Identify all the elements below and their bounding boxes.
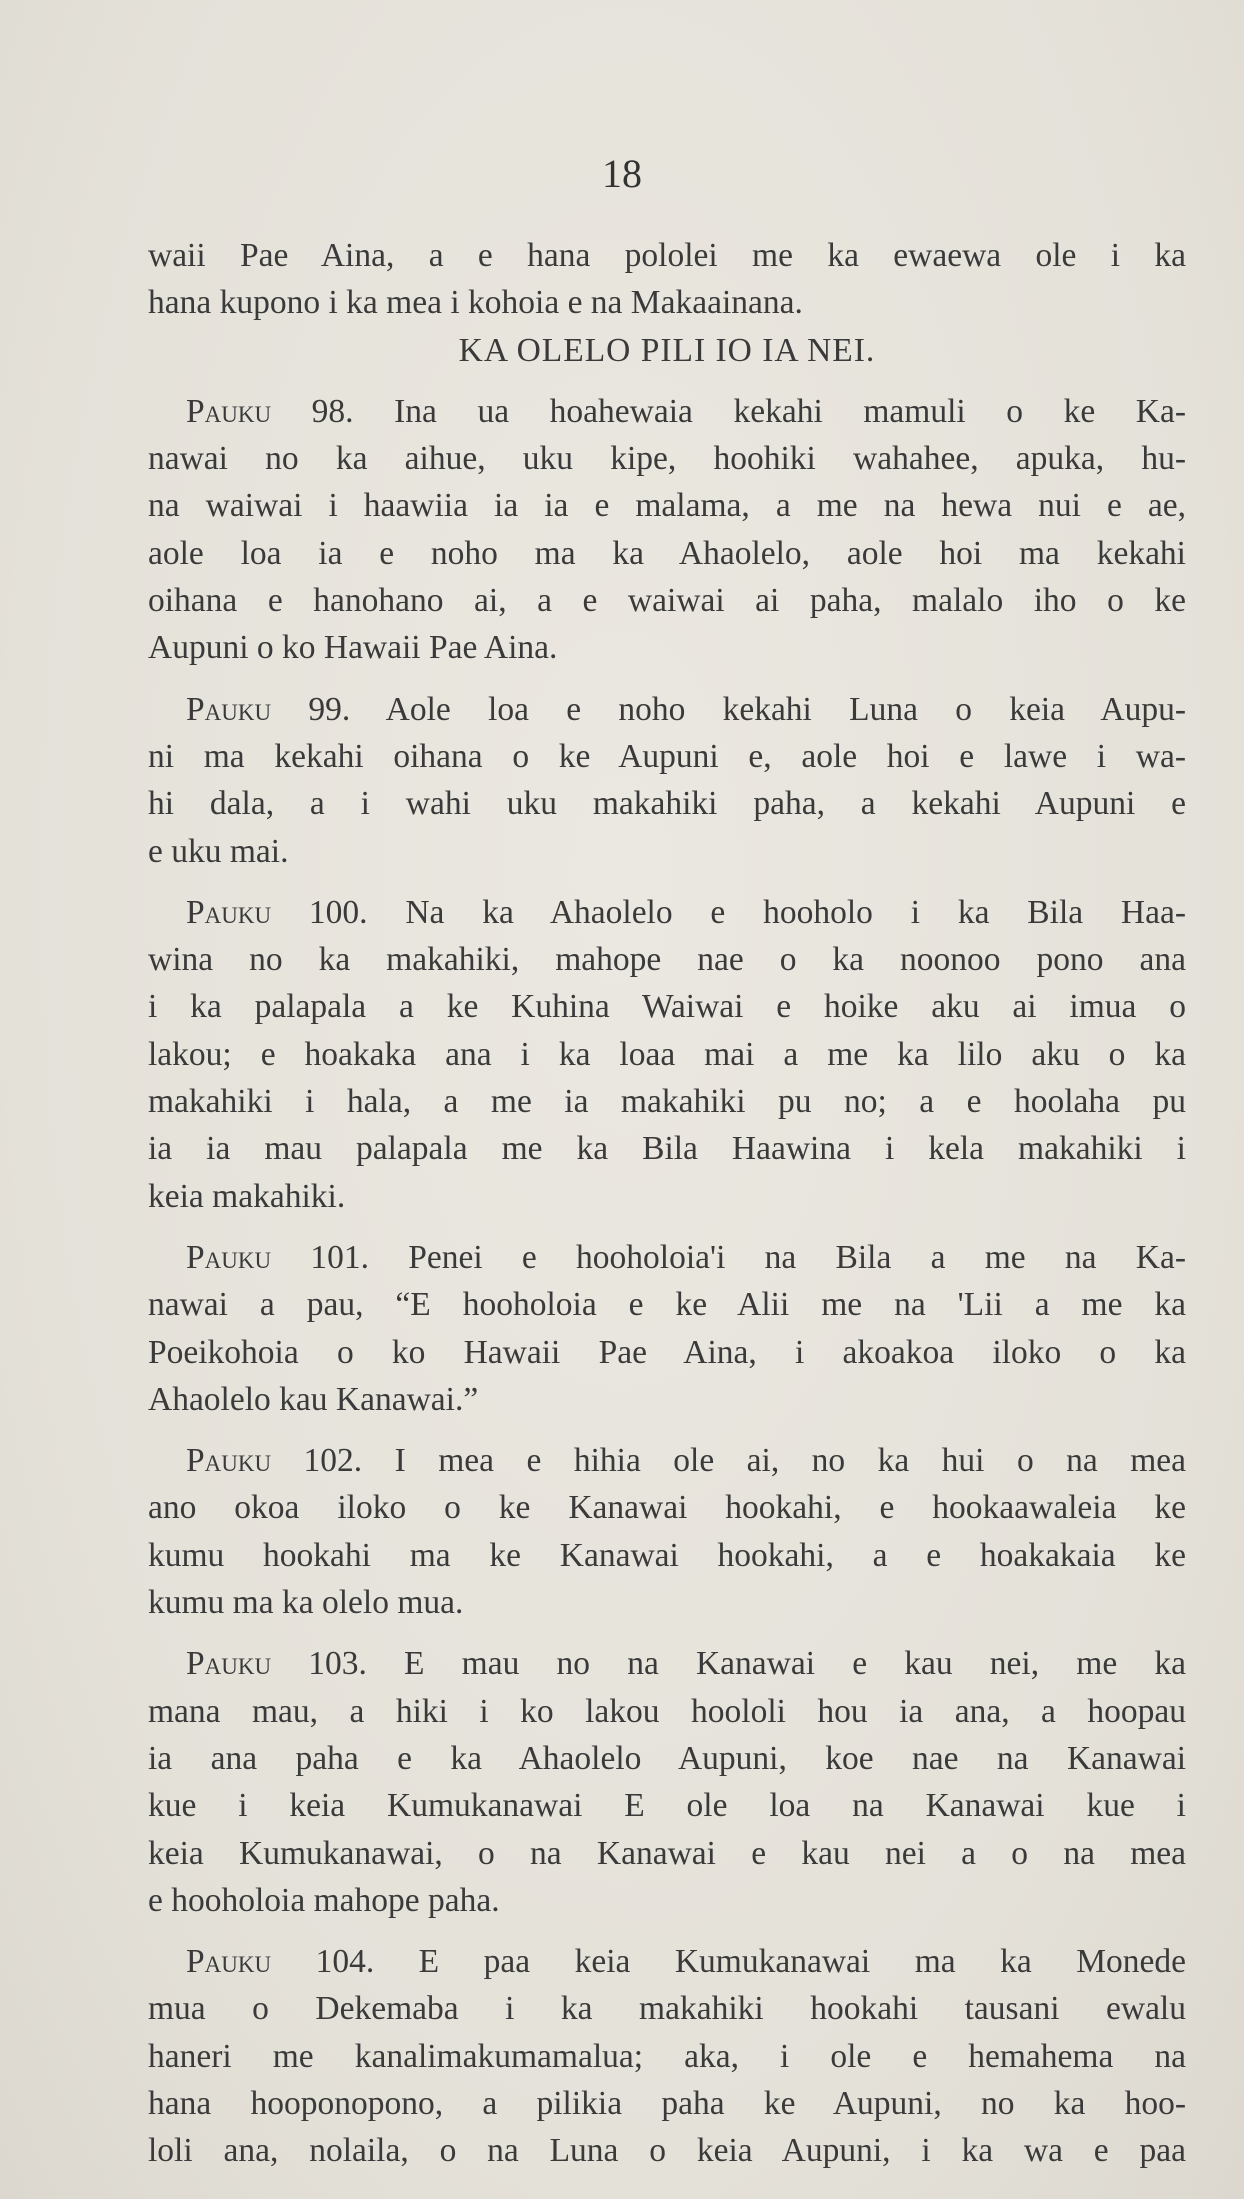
text-line — [148, 1735, 1186, 1782]
text-line — [148, 1437, 1186, 1484]
line-text: Ahaolelo kau Kanawai.” — [148, 1380, 479, 1418]
article-number: 100. — [308, 893, 368, 931]
article-number: 99. — [308, 690, 351, 728]
text-line — [148, 388, 1186, 435]
article-label: Pauku — [186, 690, 272, 728]
text-line — [148, 2080, 1186, 2127]
text-line — [148, 2127, 1186, 2174]
article-paragraph — [148, 1924, 1186, 2174]
paragraph-spacer — [148, 1626, 1186, 1640]
text-line — [148, 530, 1186, 577]
article-label: Pauku — [186, 1238, 272, 1276]
text-line — [148, 686, 1186, 733]
line-text: E mau no na Kanawai e kau nei, me ka — [404, 1645, 1186, 1683]
text-line — [148, 1985, 1186, 2032]
text-line — [148, 1579, 1186, 1626]
text-line — [148, 1125, 1186, 1172]
article-label: Pauku — [186, 1645, 272, 1683]
heading-text: KA OLELO PILI IO IA NEI. — [458, 331, 876, 369]
section-heading — [148, 327, 1186, 374]
text-line — [148, 1031, 1186, 1078]
article-label: Pauku — [186, 893, 272, 931]
text-line — [148, 1938, 1186, 1985]
line-text: mua o Dekemaba i ka makahiki hookahi tausani ewalu — [148, 1990, 1186, 2028]
line-text: Ina ua hoahewaia kekahi mamuli o ke Ka- — [394, 392, 1186, 430]
line-text: hi dala, a i wahi uku makahiki paha, a kekahi Aupuni e — [148, 785, 1186, 823]
text-line — [148, 1376, 1186, 1423]
text-line — [148, 482, 1186, 529]
text-line — [148, 1329, 1186, 1376]
text-line — [148, 1830, 1186, 1877]
text-line — [148, 1234, 1186, 1281]
line-text: hana hooponopono, a pilikia paha ke Aupuni, no ka hoo- — [148, 2084, 1186, 2122]
text-line — [148, 624, 1186, 671]
line-text: Penei e hooholoia'i na Bila a me na Ka- — [408, 1238, 1187, 1276]
line-text: ano okoa iloko o ke Kanawai hookahi, e hookaawaleia ke — [148, 1489, 1186, 1527]
paragraph-spacer — [148, 374, 1186, 388]
line-text: mana mau, a hiki i ko lakou hoololi hou ia ana, a hoopau — [148, 1692, 1186, 1730]
article-paragraph — [148, 1220, 1186, 1423]
text-line — [148, 828, 1186, 875]
article-number: 101. — [310, 1238, 369, 1276]
line-text: haneri me kanalimakumamalua; aka, i ole e hemahema na — [148, 2037, 1186, 2075]
line-text: Aupuni o ko Hawaii Pae Aina. — [148, 629, 558, 667]
text-line — [148, 577, 1186, 624]
line-text: ni ma kekahi oihana o ke Aupuni e, aole hoi e lawe i wa- — [148, 737, 1186, 775]
page-number: 18 — [602, 151, 642, 196]
line-text: na waiwai i haawiia ia ia e malama, a me na hewa nui e ae, — [148, 487, 1186, 525]
paragraph — [148, 232, 1186, 327]
article-paragraph — [148, 875, 1186, 1220]
line-text: makahiki i hala, a me ia makahiki pu no; a e hoolaha pu — [148, 1083, 1186, 1121]
text-line — [148, 1640, 1186, 1687]
paragraph-spacer — [148, 672, 1186, 686]
line-text: wina no ka makahiki, mahope nae o ka noonoo pono ana — [148, 941, 1186, 979]
text-line — [148, 1877, 1186, 1924]
article-paragraph — [148, 672, 1186, 875]
text-line — [148, 1532, 1186, 1579]
text-line — [148, 780, 1186, 827]
line-text: nawai a pau, “E hooholoia e ke Alii me na 'Lii a me ka — [148, 1286, 1186, 1324]
article-paragraph — [148, 1423, 1186, 1626]
article-label: Pauku — [186, 392, 272, 430]
text-line — [148, 936, 1186, 983]
article-label: Pauku — [186, 1943, 272, 1981]
line-text: kue i keia Kumukanawai E ole loa na Kanawai kue i — [148, 1787, 1186, 1825]
line-text: nawai no ka aihue, uku kipe, hoohiki wahahee, apuka, hu- — [148, 440, 1186, 478]
line-text: keia makahiki. — [148, 1177, 346, 1215]
line-text: lakou; e hoakaka ana i ka loaa mai a me ka lilo aku o ka — [148, 1035, 1186, 1073]
line-text: oihana e hanohano ai, a e waiwai ai paha, malalo iho o ke — [148, 582, 1186, 620]
paragraph-spacer — [148, 1220, 1186, 1234]
article-paragraph — [148, 374, 1186, 672]
line-text: ia ana paha e ka Ahaolelo Aupuni, koe nae na Kanawai — [148, 1739, 1186, 1777]
line-text: loli ana, nolaila, o na Luna o keia Aupuni, i ka wa e paa — [148, 2132, 1186, 2170]
paragraph-spacer — [148, 1924, 1186, 1938]
paragraph-spacer — [148, 1423, 1186, 1437]
text-line — [148, 1688, 1186, 1735]
article-number: 103. — [308, 1645, 367, 1683]
article-number: 102. — [303, 1442, 363, 1480]
line-text: keia Kumukanawai, o na Kanawai e kau nei a o na mea — [148, 1834, 1186, 1872]
line-text: kumu ma ka olelo mua. — [148, 1584, 464, 1622]
line-text: I mea e hihia ole ai, no ka hui o na mea — [394, 1442, 1187, 1480]
text-line — [148, 435, 1186, 482]
line-text: Poeikohoia o ko Hawaii Pae Aina, i akoakoa iloko o ka — [148, 1333, 1186, 1371]
line-text: kumu hookahi ma ke Kanawai hookahi, a e hoakakaia ke — [148, 1536, 1186, 1574]
text-line — [148, 1281, 1186, 1328]
article-label: Pauku — [186, 1442, 272, 1480]
line-text: ia ia mau palapala me ka Bila Haawina i kela makahiki i — [148, 1130, 1186, 1168]
text-line — [148, 232, 1186, 279]
article-paragraph — [148, 1626, 1186, 1924]
line-text: aole loa ia e noho ma ka Ahaolelo, aole hoi ma kekahi — [148, 534, 1186, 572]
article-number: 104. — [315, 1943, 375, 1981]
text-line — [148, 1078, 1186, 1125]
line-text: waii Pae Aina, a e hana pololei me ka ewaewa ole i ka — [148, 237, 1186, 274]
text-line — [148, 1782, 1186, 1829]
text-line — [148, 2033, 1186, 2080]
text-line — [148, 733, 1186, 780]
line-text: E paa keia Kumukanawai ma ka Monede — [418, 1943, 1186, 1981]
line-text: e hooholoia mahope paha. — [148, 1881, 500, 1919]
text-line — [148, 279, 1186, 326]
line-text: e uku mai. — [148, 832, 289, 870]
text-line — [148, 889, 1186, 936]
page-text — [148, 232, 1186, 2175]
text-line — [148, 1173, 1186, 1220]
article-number: 98. — [311, 392, 354, 430]
line-text: hana kupono i ka mea i kohoia e na Makaainana. — [148, 284, 803, 322]
text-line — [148, 983, 1186, 1030]
line-text: Na ka Ahaolelo e hooholo i ka Bila Haa- — [405, 893, 1187, 931]
line-text: i ka palapala a ke Kuhina Waiwai e hoike aku ai imua o — [148, 988, 1186, 1026]
text-line — [148, 1484, 1186, 1531]
paragraph-spacer — [148, 875, 1186, 889]
line-text: Aole loa e noho kekahi Luna o keia Aupu- — [385, 690, 1187, 728]
